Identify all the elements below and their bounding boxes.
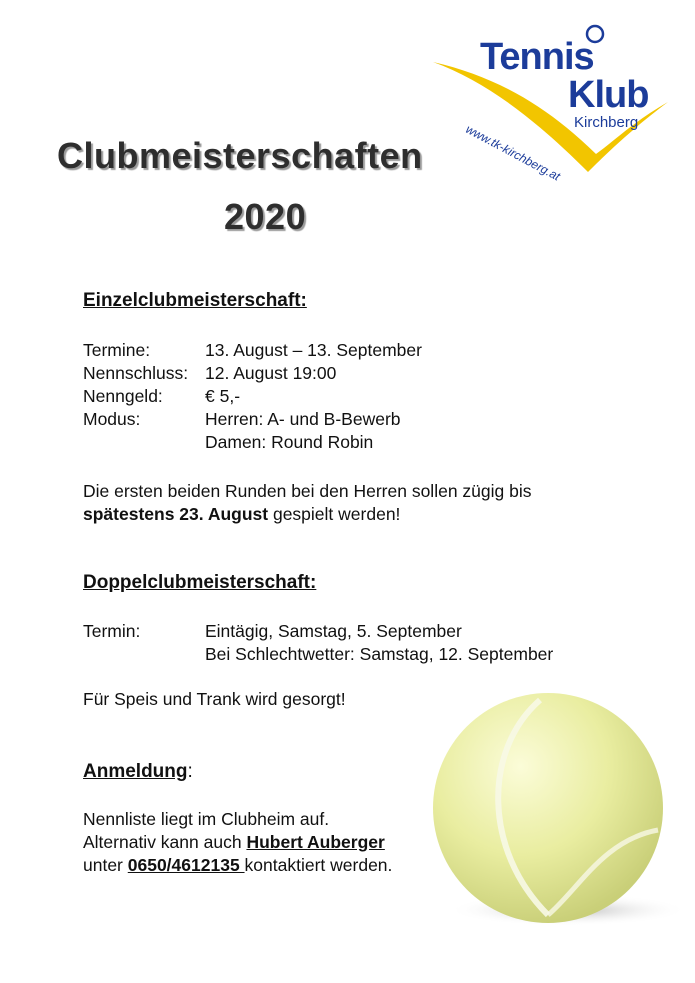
einzel-row	[83, 362, 422, 385]
food-note: Für Speis und Trank wird gesorgt!	[83, 689, 346, 709]
anmeldung-heading	[83, 761, 193, 783]
page-title-year: 2020	[224, 196, 307, 237]
line3-pre: unter	[83, 855, 128, 875]
row-value: Bei Schlechtwetter: Samstag, 12. September	[205, 644, 554, 664]
deadline-bold: spätestens 23. August	[83, 504, 269, 524]
row-value: Damen: Round Robin	[205, 432, 374, 452]
einzel-heading: Einzelclubmeisterschaft:	[83, 290, 307, 311]
einzel-row	[83, 431, 422, 454]
einzel-note-line1: Die ersten beiden Runden bei den Herren sollen zügig bis	[83, 481, 532, 501]
row-label: Nennschluss:	[83, 363, 189, 383]
doppel-heading: Doppelclubmeisterschaft:	[83, 572, 317, 593]
deadline-rest: gespielt werden!	[268, 504, 401, 524]
tennis-ball-image	[428, 690, 688, 940]
logo-url: www.tk-kirchberg.at	[463, 122, 563, 184]
logo-word-tennis: Tennis	[480, 36, 594, 78]
row-label: Termine:	[83, 340, 151, 360]
row-value: 13. August – 13. September	[205, 340, 422, 360]
contact-name: Hubert Auberger	[246, 832, 385, 852]
row-value: 12. August 19:00	[205, 363, 337, 383]
anmeldung-body	[83, 808, 392, 877]
anmeldung-colon: :	[187, 761, 193, 782]
page-title: Clubmeisterschaften	[57, 135, 423, 176]
row-label: Termin:	[83, 621, 141, 641]
line3-post: kontaktiert werden.	[244, 855, 393, 875]
einzel-row	[83, 408, 422, 431]
anmeldung-heading-text: Anmeldung	[83, 761, 188, 782]
line2-pre: Alternativ kann auch	[83, 832, 247, 852]
anmeldung-line1: Nennliste liegt im Clubheim auf.	[83, 809, 330, 829]
contact-phone: 0650/4612135	[127, 855, 245, 875]
club-logo	[428, 22, 678, 192]
einzel-details	[83, 339, 422, 454]
anmeldung-line3	[83, 854, 392, 877]
row-label: Nenngeld:	[83, 386, 163, 406]
row-value: Herren: A- und B-Bewerb	[205, 409, 401, 429]
einzel-note-line2	[83, 503, 531, 526]
logo-place: Kirchberg	[574, 114, 639, 131]
einzel-note	[83, 480, 531, 526]
doppel-row	[83, 620, 553, 643]
einzel-row	[83, 339, 422, 362]
row-value: € 5,-	[205, 386, 241, 406]
einzel-row	[83, 385, 422, 408]
anmeldung-line2	[83, 831, 392, 854]
doppel-details	[83, 620, 553, 666]
doppel-row	[83, 643, 553, 666]
logo-word-klub: Klub	[568, 74, 649, 116]
row-value: Eintägig, Samstag, 5. September	[205, 621, 462, 641]
row-label: Modus:	[83, 409, 141, 429]
